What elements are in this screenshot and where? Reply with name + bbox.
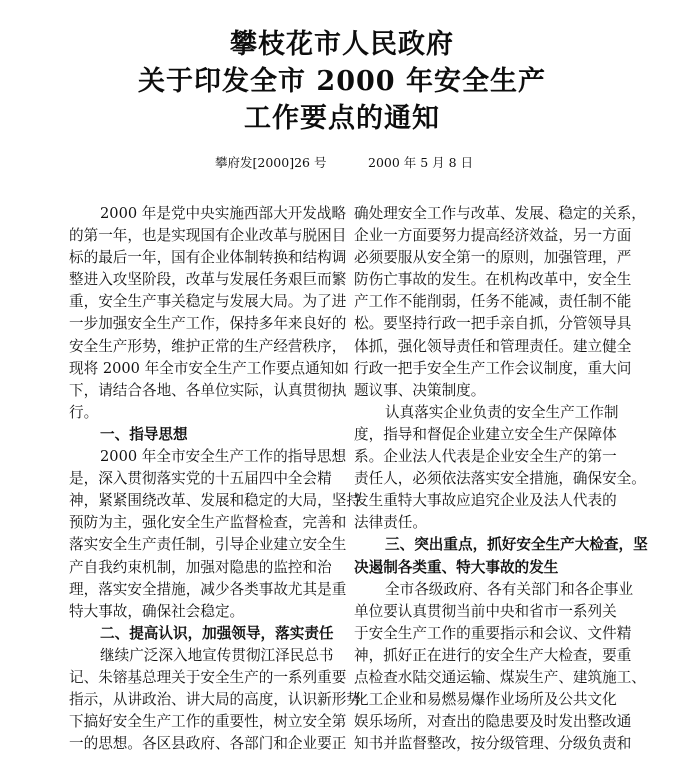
title-line-3: 工作要点的通知 bbox=[244, 103, 440, 134]
section-heading-line: 决遏制各类重、特大事故的发生 bbox=[354, 558, 559, 576]
body-text-line: 理，落实安全措施，减少各类事故尤其是重 bbox=[69, 580, 347, 598]
body-text-line: 度，指导和督促企业建立安全生产保障体 bbox=[354, 425, 617, 443]
body-text-line: 安全生产形势，维护正常的生产经营秩序， bbox=[69, 337, 347, 355]
body-text-line: 2000 年是党中央实施西部大开发战略 bbox=[100, 205, 347, 222]
body-text-line: 确处理安全工作与改革、发展、稳定的关系， bbox=[354, 205, 646, 222]
body-text-line: 现将 2000 年全市安全生产工作要点通知如 bbox=[69, 359, 349, 377]
body-text-line: 神，紧紧围绕改革、发展和稳定的大局，坚持 bbox=[69, 492, 361, 510]
body-text-line: 行政一把手安全生产工作会议制度，重大问 bbox=[354, 359, 632, 377]
body-text-line: 下，请结合各地、各单位实际，认真贯彻执 bbox=[69, 381, 347, 399]
body-text-line: 娱乐场所，对查出的隐患要及时发出整改通 bbox=[354, 713, 632, 731]
body-text-line: 2000 年全市安全生产工作的指导思想 bbox=[100, 448, 347, 466]
body-text-line: 整进入攻坚阶段，改革与发展任务艰巨而繁 bbox=[69, 271, 347, 289]
body-text-line: 题议事、决策制度。 bbox=[354, 381, 486, 399]
left-text-column bbox=[69, 203, 361, 755]
body-text-line: 标的最后一年，国有企业体制转换和结构调 bbox=[69, 249, 347, 267]
right-text-column bbox=[354, 203, 648, 755]
body-text-line: 企业一方面要努力提高经济效益，另一方面 bbox=[354, 227, 632, 245]
body-text-line: 记、朱镕基总理关于安全生产的一系列重要 bbox=[69, 668, 347, 686]
body-text-line: 法律责任。 bbox=[354, 514, 427, 532]
title-line-1: 攀枝花市人民政府 bbox=[230, 29, 454, 60]
body-text-line: 指示，从讲政治、讲大局的高度，认识新形势 bbox=[69, 691, 361, 709]
body-text-line: 责任人，必须依法落实安全措施，确保安全。 bbox=[354, 470, 646, 488]
body-text-line: 特大事故，确保社会稳定。 bbox=[69, 602, 245, 620]
body-text-line: 神，抓好正在进行的安全生产大检查，要重 bbox=[354, 646, 632, 664]
body-text-line: 一的思想。各区县政府、各部门和企业要正 bbox=[69, 735, 347, 753]
body-text-line: 下搞好安全生产工作的重要性，树立安全第 bbox=[69, 713, 347, 731]
body-text-line: 单位要认真贯彻当前中央和省市一系列关 bbox=[354, 602, 617, 620]
section-heading-line: 二、提高认识，加强领导，落实责任 bbox=[100, 624, 334, 642]
body-text-line: 行。 bbox=[69, 403, 99, 421]
body-text-line: 发生重特大事故应追究企业及法人代表的 bbox=[354, 492, 617, 510]
body-text-line: 点检查水陆交通运输、煤炭生产、建筑施工、 bbox=[354, 668, 646, 686]
body-text-line: 继续广泛深入地宣传贯彻江泽民总书 bbox=[100, 646, 334, 664]
document-title bbox=[0, 26, 684, 137]
body-text-line: 防伤亡事故的发生。在机构改革中，安全生 bbox=[354, 271, 632, 289]
body-text-line: 重，安全生产事关稳定与发展大局。为了进 bbox=[69, 293, 347, 311]
body-text-line: 必须要服从安全第一的原则，加强管理，严 bbox=[354, 249, 632, 267]
title-line-2: 关于印发全市 2000 年安全生产 bbox=[138, 66, 546, 97]
body-text-line: 落实安全生产责任制，引导企业建立安全生 bbox=[69, 536, 347, 554]
body-text-line: 于安全生产工作的重要指示和会议、文件精 bbox=[354, 624, 632, 642]
body-text-line: 松。要坚持行政一把手亲自抓，分管领导具 bbox=[354, 315, 632, 333]
body-text-line: 的第一年，也是实现国有企业改革与脱困目 bbox=[69, 227, 347, 245]
body-text-line: 知书并监督整改，按分级管理、分级负责和 bbox=[354, 735, 632, 753]
document-number: 攀府发[2000]26 号 bbox=[215, 155, 327, 170]
body-text-line: 化工企业和易燃易爆作业场所及公共文化 bbox=[354, 691, 617, 709]
body-text-line: 一步加强安全生产工作，保持多年来良好的 bbox=[69, 315, 347, 333]
body-text-line: 认真落实企业负责的安全生产工作制 bbox=[385, 403, 619, 421]
body-text-line: 体抓，强化领导责任和管理责任。建立健全 bbox=[354, 337, 632, 355]
body-text-line: 系。企业法人代表是企业安全生产的第一 bbox=[354, 448, 617, 466]
body-text-line: 是，深入贯彻落实党的十五届四中全会精 bbox=[69, 470, 332, 488]
body-text-line: 产自我约束机制，加强对隐患的监控和治 bbox=[69, 558, 332, 576]
body-text-line: 全市各级政府、各有关部门和各企事业 bbox=[385, 580, 634, 598]
section-heading-line: 三、突出重点，抓好安全生产大检查，坚 bbox=[385, 536, 648, 554]
body-text-line: 预防为主，强化安全生产监督检查，完善和 bbox=[69, 514, 347, 532]
section-heading-line: 一、指导思想 bbox=[100, 425, 188, 443]
document-date: 2000 年 5 月 8 日 bbox=[368, 155, 474, 170]
body-text-line: 产工作不能削弱，任务不能减，责任制不能 bbox=[354, 293, 632, 311]
